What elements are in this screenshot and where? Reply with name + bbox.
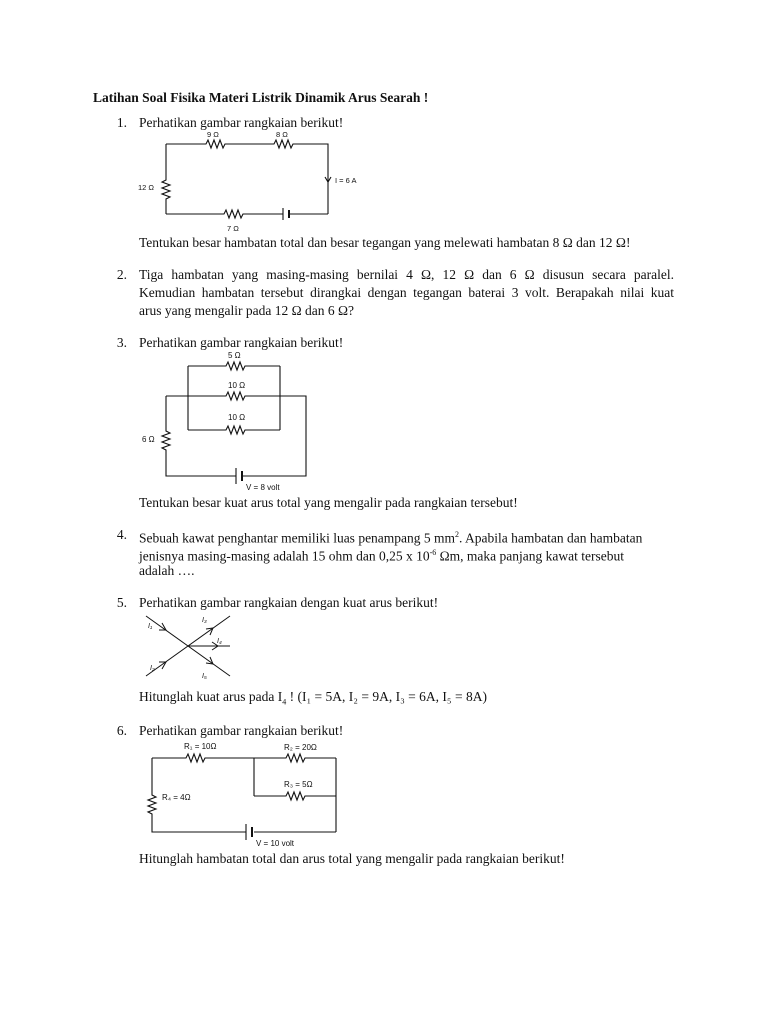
- q4-line1-part-a: Sebuah kawat penghantar memiliki luas penampang 5 $mm^2$. Apabila hambatan dan hambatan: [139, 530, 643, 546]
- q6-label-voltage: V = 10 volt: [256, 839, 295, 848]
- question-2-line-3: arus yang mengalir pada 12 Ω dan 6 Ω?: [139, 303, 354, 318]
- q5-label-i3: I₃: [202, 617, 207, 624]
- q1-label-8ohm: 8 Ω: [276, 130, 288, 139]
- question-5-text: Hitunglah kuat arus pada $I_4$ ! (I₁ = 5A, I₂ = 9A, I₃ = 6A, I₅ = 8A): [139, 689, 487, 707]
- q5-label-i5: I₅: [202, 673, 207, 680]
- q6-label-r1: R₁ = 10Ω: [184, 742, 217, 751]
- question-2-line-1: Tiga hambatan yang masing-masing bernilai 4 Ω, 12 Ω dan 6 Ω disusun secara paralel.: [139, 267, 674, 282]
- question-3-number: 3.: [116, 335, 127, 350]
- circuit-diagram-3: [130, 346, 320, 492]
- q5-label-i1: I₁: [148, 623, 153, 630]
- q5-label-i4: I₄: [217, 638, 222, 645]
- q3-label-10ohm-a: 10 Ω: [228, 381, 246, 390]
- question-2-number: 2.: [116, 267, 127, 282]
- question-3-text: Tentukan besar kuat arus total yang mengalir pada rangkaian tersebut!: [139, 495, 518, 510]
- q1-label-7ohm: 7 Ω: [227, 224, 239, 233]
- question-1-number: 1.: [116, 115, 127, 130]
- q3-label-6ohm: 6 Ω: [142, 435, 155, 444]
- question-4-number: 4.: [116, 527, 127, 542]
- q6-label-r3: R₃ = 5Ω: [284, 780, 313, 789]
- question-1-intro: Perhatikan gambar rangkaian berikut!: [139, 115, 344, 130]
- question-1-text: Tentukan besar hambatan total dan besar tegangan yang melewati hambatan 8 Ω dan 12 Ω!: [139, 235, 631, 250]
- q3-label-5ohm: 5 Ω: [228, 351, 241, 360]
- q3-label-10ohm-b: 10 Ω: [228, 413, 246, 422]
- question-6-number: 6.: [116, 723, 127, 738]
- q1-label-current: I = 6 A: [335, 176, 357, 185]
- page-title: Latihan Soal Fisika Materi Listrik Dinamik Arus Searah !: [93, 90, 429, 105]
- q3-label-voltage: V = 8 volt: [246, 483, 280, 492]
- question-5-number: 5.: [116, 595, 127, 610]
- question-4-line-3: adalah ….: [139, 563, 195, 578]
- circuit-diagram-1: [130, 128, 380, 236]
- question-2-line-2: Kemudian hambatan tersebut dirangkai dengan tegangan baterai 3 volt. Berapakah nilai kuat: [139, 285, 674, 300]
- q5-label-i2: I₂: [150, 665, 155, 672]
- circuit-diagram-6: [130, 736, 350, 852]
- q1-label-9ohm: 9 Ω: [207, 130, 219, 139]
- q1-label-12ohm: 12 Ω: [138, 183, 155, 192]
- question-6-text: Hitunglah hambatan total dan arus total yang mengalir pada rangkaian berikut!: [139, 851, 565, 866]
- question-5-intro: Perhatikan gambar rangkaian dengan kuat arus berikut!: [139, 595, 439, 610]
- question-6-intro: Perhatikan gambar rangkaian berikut!: [139, 723, 344, 738]
- current-junction-diagram: [138, 610, 234, 682]
- q6-label-r4: R₄ = 4Ω: [162, 793, 191, 802]
- question-4-line-2: jenisnya masing-masing adalah 15 ohm dan 0,25 x $10^{-6}$ Ωm, maka panjang kawat tersebut: [139, 548, 624, 564]
- q6-label-r2: R₂ = 20Ω: [284, 743, 317, 752]
- question-3-intro: Perhatikan gambar rangkaian berikut!: [139, 335, 344, 350]
